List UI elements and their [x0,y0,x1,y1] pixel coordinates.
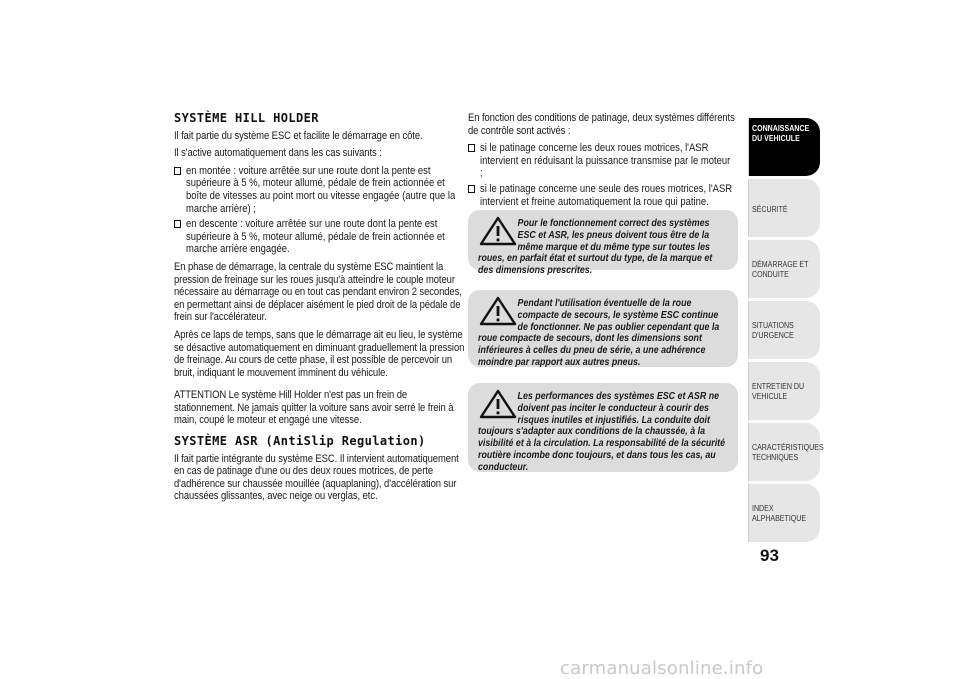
list-item-text: si le patinage concerne une seule des roues motrices, l'ASR intervient et freine automatiquement la roue qui patine. [480,182,733,208]
tab-demarrage-et-conduite[interactable] [748,240,820,298]
tab-caracteristiques-techniques[interactable] [748,423,824,481]
tab-connaissance-du-vehicule[interactable] [748,118,820,176]
tab-securite[interactable] [748,179,820,237]
asr-bullet-list [468,142,736,208]
warning-box-tyres [468,210,738,277]
list-item [174,218,468,256]
tab-label-line1: ENTRETIEN DU [752,381,805,391]
checkbox-bullet-icon [174,167,181,175]
hill-holder-activation: Il s'active automatiquement dans les cas suivants : [174,147,382,160]
tab-situations-d-urgence[interactable] [748,301,820,359]
list-item [468,142,736,180]
tab-label-line2: ALPHABETIQUE [752,512,807,523]
left-column [174,112,468,508]
tab-entretien-du-vehicule[interactable] [748,362,820,420]
asr-conditions-intro: En fonction des conditions de patinage, deux systèmes différents de contrôle sont activés : [468,112,735,137]
tab-label-line2: D'URGENCE [752,329,794,340]
page-number: 93 [760,546,779,565]
warning-text: Pendant l'utilisation éventuelle de la roue compacte de secours, le système ESC continue de fonctionner. Ne pas oublier cependant que la roue compacte de secours, dont les dimensions sont inférieures à celles du pneu de série, a une adhérence moindre par rapport aux autres pneus. [478,298,720,368]
warning-box-spare-wheel [468,290,738,367]
hill-holder-heading: SYSTÈME HILL HOLDER [174,111,319,125]
tab-label-line2: CONDUITE [752,268,789,279]
list-item-text: en montée : voiture arrêtée sur une route dont la pente est supérieure à 5 %, moteur allumé, pédale de frein actionnée et boîte de vitesses au point mort ou vitesse engagée (autre que la marche arrière) ; [186,164,456,215]
hill-holder-after-delay: Après ce laps de temps, sans que le démarrage ait eu lieu, le système se désactive automatiquement en diminuant graduellement la pression de freinage. Au cours de cette phase, il est possible de percevoir un bruit, indiquant le mouvement imminent du véhicule. [174,328,465,379]
tab-label-line2: TECHNIQUES [752,451,799,462]
watermark: carmanualsonline.info [560,658,764,679]
list-item-text: si le patinage concerne les deux roues motrices, l'ASR intervient en réduisant la puissance transmise par le moteur ; [480,142,731,180]
tab-label-line1: INDEX [752,503,774,513]
warning-text: Les performances des systèmes ESC et ASR ne doivent pas inciter le conducteur à courir des risques inutiles et injustifiés. La conduite doit toujours s'adapter aux conditions de la chaussée, à la visibilité et à la circulation. La responsabilité de la sécurité routière incombe donc toujours, et dans tous les cas, au conducteur. [478,391,726,473]
hill-holder-bullet-list [174,165,468,256]
asr-heading: SYSTÈME ASR (AntiSlip Regulation) [174,434,426,449]
right-column [468,112,736,213]
warning-box-performance [468,383,738,472]
checkbox-bullet-icon [468,144,475,152]
checkbox-bullet-icon [468,185,475,193]
tab-label-line2: DU VEHICULE [752,132,800,143]
list-item [468,183,736,208]
tab-label-line2: VEHICULE [752,390,788,401]
tab-label-line1: CONNAISSANCE [752,123,810,133]
tab-label-line1: CARACTÉRISTIQUES [752,442,824,452]
hill-holder-intro: Il fait partie du système ESC et facilite le démarrage en côte. [174,129,423,142]
tab-label-line1: SÉCURITÉ [752,204,788,214]
list-item [174,165,468,215]
tab-index-alphabetique[interactable] [748,484,820,542]
asr-intro: Il fait partie intégrante du système ESC. Il intervient automatiquement en cas de patinage d'une ou des deux roues motrices, de perte d'adhérence sur chaussée mouillée (aquaplaning), d'accélération sur chaussées glissantes, avec neige ou verglas, etc. [174,452,459,503]
tab-label-line1: SITUATIONS [752,320,794,330]
checkbox-bullet-icon [174,220,181,228]
hill-holder-attention: ATTENTION Le système Hill Holder n'est pas un frein de stationnement. Ne jamais quitter la voiture sans avoir serré le frein à main, coupé le moteur et engagé une vitesse. [174,389,454,427]
tab-label-line1: DÉMARRAGE ET [752,259,809,269]
list-item-text: en descente : voiture arrêtée sur une route dont la pente est supérieure à 5 %, moteur allumé, pédale de frein actionnée et marche arrière engagée. [186,218,445,256]
hill-holder-start-phase: En phase de démarrage, la centrale du système ESC maintient la pression de freinage sur les roues jusqu'à atteindre le couple moteur nécessaire au démarrage ou en tout cas pendant environ 2 secondes, en permettant ainsi de déplacer aisément le pied droit de la pédale de frein sur l'accélérateur. [174,260,462,324]
warning-text: Pour le fonctionnement correct des systèmes ESC et ASR, les pneus doivent tous être de la même marque et du même type sur toutes les roues, en parfait état et surtout du type, de la marque et des dimensions prescrites. [478,218,713,277]
